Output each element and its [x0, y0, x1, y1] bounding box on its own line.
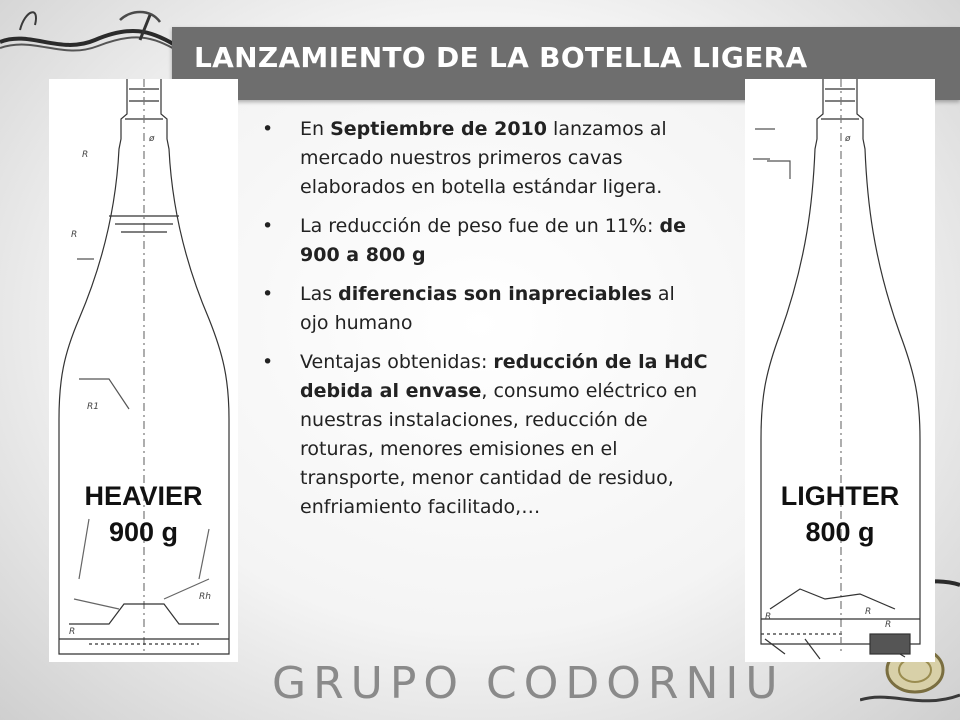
bullet-text: , consumo eléctrico en nuestras instalaciones, reducción de roturas, menores emisiones en el transporte, menor cantidad de residuo, enfriamiento facilitado,…: [300, 380, 698, 518]
svg-text:R1: R1: [87, 402, 99, 412]
bullet-text-bold: Septiembre de 2010: [330, 118, 547, 140]
bullet-item: [258, 348, 708, 522]
svg-text:R: R: [765, 612, 772, 622]
svg-text:ø: ø: [845, 134, 851, 144]
bullet-item: [258, 212, 708, 270]
heavier-label-title: HEAVIER: [84, 481, 203, 511]
heavier-bottle-label: [49, 478, 238, 550]
bullet-text: lanzamos al mercado nuestros primeros cavas elaborados en botella estándar ligera.: [300, 118, 667, 198]
lighter-label-title: LIGHTER: [780, 481, 900, 511]
svg-text:R: R: [82, 150, 89, 160]
svg-text:R: R: [885, 620, 892, 630]
bullet-text: Ventajas obtenidas:: [300, 351, 494, 373]
bullet-text-bold: de 900 a 800 g: [300, 215, 686, 266]
bullet-dot-icon: •: [262, 283, 274, 305]
lighter-bottle-drawing: [745, 79, 935, 662]
bullet-text-bold: diferencias son inapreciables: [338, 283, 652, 305]
bullet-text-bold: reducción de la HdC debida al envase: [300, 351, 708, 402]
bullet-dot-icon: •: [262, 215, 274, 237]
svg-text:ø: ø: [149, 134, 155, 144]
bullet-list: [258, 115, 708, 522]
bullet-item: [258, 115, 708, 202]
heavier-label-weight: 900 g: [108, 517, 179, 547]
bullet-text: al ojo humano: [300, 283, 675, 334]
bullet-text: Las: [300, 283, 339, 305]
bullet-dot-icon: •: [262, 351, 274, 373]
heavier-bottle-drawing: [49, 79, 238, 662]
lighter-label-weight: 800 g: [805, 517, 875, 547]
svg-text:Rh: Rh: [199, 592, 211, 602]
lighter-bottle-label: [750, 478, 930, 550]
slide-title: LANZAMIENTO DE LA BOTELLA LIGERA: [194, 41, 808, 74]
svg-text:R: R: [71, 230, 78, 240]
svg-text:R: R: [69, 627, 76, 637]
bullet-content: [258, 115, 708, 532]
svg-text:R: R: [865, 607, 872, 617]
bullet-text: La reducción de peso fue de un 11%:: [300, 215, 660, 237]
bullet-item: [258, 280, 708, 338]
grupo-codorniu-logo: GRUPO CODORNIU: [272, 658, 785, 709]
bullet-dot-icon: •: [262, 118, 274, 140]
bullet-text: En: [300, 118, 331, 140]
